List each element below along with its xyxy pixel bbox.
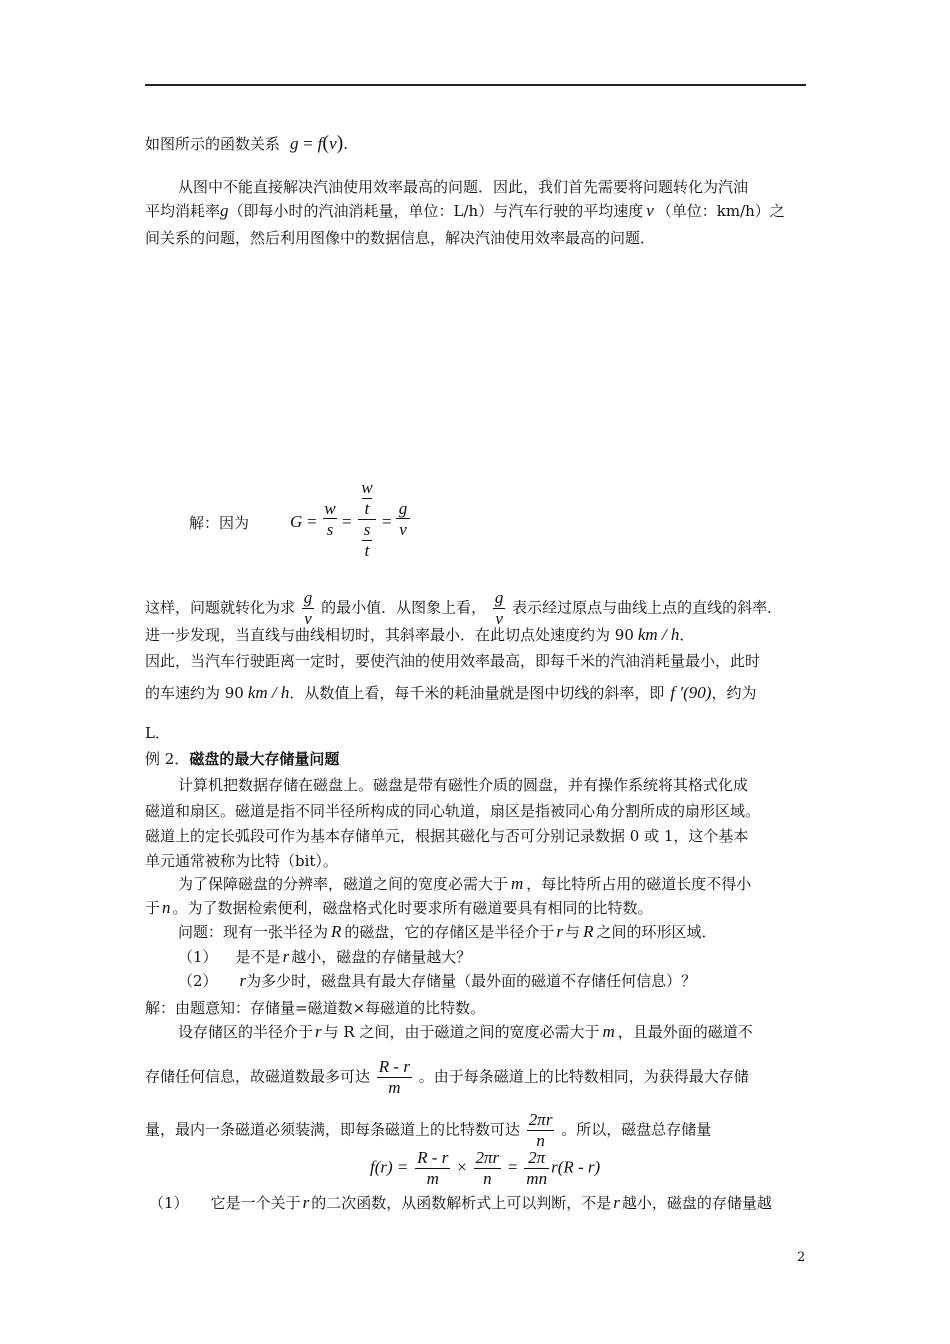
w-over-s: w s <box>324 499 336 539</box>
storage-formula: f(r) = $\frac{R - r}{m}$ × $\frac{2\pi r}{n}$ = $\frac{2\pi}{mn}$ r(R - r) <box>370 1148 601 1188</box>
para2-line2: 平均消耗率g（即每小时的汽油消耗量，单位：L/h）与汽车行驶的平均速度 v （单位：km/h）之 <box>145 201 785 220</box>
para2-line1: 从图中不能直接解决汽油使用效率最高的问题．因此，我们首先需要将问题转化为汽油 <box>178 178 749 196</box>
ex2-question-1: （1） 是不是 r 越小，磁盘的存储量越大？ <box>178 947 472 966</box>
para3-line5: L． <box>145 724 170 742</box>
header-rule <box>145 84 806 86</box>
para3-line4: 的车速约为 90 km / h．从数值上看，每千米的耗油量就是图中切线的斜率，即 f ′(90)，约为 <box>145 683 757 702</box>
para3-line3: 因此，当汽车行驶距离一定时，要使汽油的使用效率最高，即每千米的汽油消耗量最小，此时 <box>145 652 761 670</box>
compound-fraction: w t s t <box>358 478 376 561</box>
ex2-question-2: （2） r为多少时，磁盘具有最大存储量（最外面的磁道不存储任何信息）？ <box>178 971 697 990</box>
example2-heading: 例 2．磁盘的最大存储量问题 <box>145 750 340 768</box>
g-over-v: g v <box>396 500 410 541</box>
ex2-p1-line3: 磁道上的定长弧段可作为基本存储单元，根据其磁化与否可分别记录数据 0 或 1，这个基本 <box>145 827 749 845</box>
para3-line2: 进一步发现，当直线与曲线相切时，其斜率最小．在此切点处速度约为 90 km / h． <box>145 625 695 644</box>
page-number: 2 <box>797 1250 806 1265</box>
formula-G: G <box>290 512 303 531</box>
ex2-p2-line1: 为了保障磁盘的分辨率，磁道之间的宽度必需大于 m ，每比特所占用的磁道长度不得小 <box>178 874 752 893</box>
ex2-p1-line2: 磁道和扇区。磁道是指不同半径所构成的同心轨道，扇区是指被同心角分割所成的扇形区域。 <box>145 802 761 820</box>
intro-line: 如图所示的函数关系 g = f(v). <box>145 132 349 154</box>
ex2-solution-line3: 存储任何信息，故磁道数最多可达 $\frac{R - r}{m}$ 。由于每条磁道上的比特数相同，为获得最大存储 <box>145 1057 749 1097</box>
para3-line1: 这样，问题就转化为求 $\frac{g}{v}$ 的最小值．从图象上看， $\frac{g}{v}$ 表示经过原点与曲线上点的直线的斜率． <box>145 588 783 628</box>
ex2-p1-line4: 单元通常被称为比特（bit）。 <box>145 852 338 870</box>
solution-label: 解：因为 <box>189 514 250 532</box>
ex2-solution-line1: 解：由题意知：存储量=磁道数×每磁道的比特数。 <box>145 999 486 1017</box>
ex2-solution-line2: 设存储区的半径介于 r 与 R 之间，由于磁道之间的宽度必需大于 m ，且最外面的磁道不 <box>178 1022 753 1041</box>
eq-1: = <box>307 512 317 531</box>
ex2-p2-line2: 于 n 。为了数据检索便利，磁盘格式化时要求所有磁道要具有相同的比特数。 <box>145 898 653 917</box>
eq-2: = <box>342 512 352 531</box>
ex2-last-line: （1） 它是一个关于 r 的二次函数，从函数解析式上可以判断，不是 r 越小，磁盘的存储量越 <box>149 1193 772 1212</box>
ex2-p1-line1: 计算机把数据存储在磁盘上。磁盘是带有磁性介质的圆盘，并有操作系统将其格式化成 <box>178 776 749 794</box>
eq-3: = <box>382 512 392 531</box>
para2-line3: 间关系的问题，然后利用图像中的数据信息，解决汽油使用效率最高的问题． <box>145 229 656 247</box>
ex2-question: 问题：现有一张半径为 R 的磁盘，它的存储区是半径介于 r 与 R 之间的环形区域． <box>178 922 717 941</box>
ex2-solution-line4: 量，最内一条磁道必须装满，即每条磁道上的比特数可达 $\frac{2\pi r}{n}$ 。所以，磁盘总存储量 <box>145 1110 712 1150</box>
